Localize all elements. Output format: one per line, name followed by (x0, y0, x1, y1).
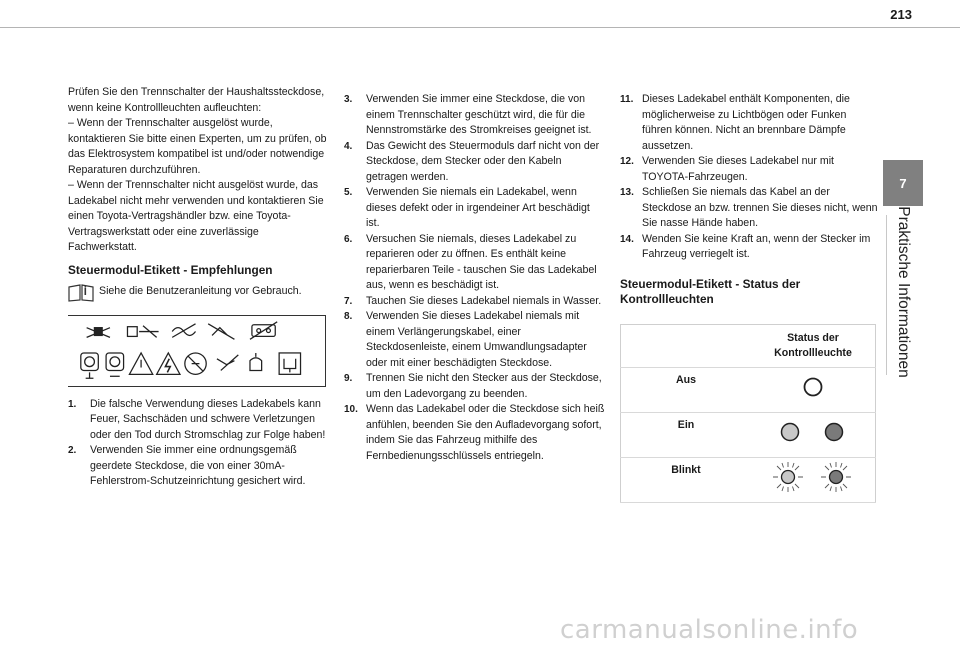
list-item (344, 92, 606, 139)
item-text: Versuchen Sie niemals, dieses Ladekabel zu reparieren oder zu öffnen. Es enthält keine reparierbaren Teile - tauschen Sie das Ladekabel aus, wenn es beschädigt ist. (366, 232, 597, 291)
lamp-cell-blink (751, 457, 876, 502)
list-item (344, 371, 606, 402)
rcd-socket-icon (106, 352, 124, 375)
electric-shock-icon (157, 352, 180, 373)
lamp-cell-off (751, 367, 876, 412)
item-number: 1. (68, 398, 77, 410)
lamp-on-icons (776, 420, 850, 444)
list-item (620, 92, 878, 154)
lamp-blink-icons (770, 460, 856, 494)
item-text: Verwenden Sie immer eine Steckdose, die von einem Trennschalter geschützt wird, die für die Nennstromstärke des Stromkreises geeignet ist. (366, 93, 592, 136)
item-text: Das Gewicht des Steuermoduls darf nicht von der Steckdose, dem Stecker oder den Kabeln getragen werden. (366, 139, 600, 183)
recommendations-list-2 (344, 92, 606, 464)
watermark: carmanualsonline.info (560, 615, 859, 645)
page-number: 213 (890, 7, 912, 22)
no-submerge-icon (208, 323, 234, 339)
item-text: Tauchen Sie dieses Ladekabel niemals in Wasser. (366, 294, 602, 307)
table-row (621, 367, 876, 412)
item-number: 3. (344, 94, 353, 105)
lamp-off-icon (801, 375, 825, 399)
item-number: 12. (620, 156, 634, 167)
status-label-on: Ein (621, 412, 752, 457)
hot-plug-icon (279, 352, 300, 373)
no-multi-socket-icon (250, 321, 277, 339)
item-number: 4. (344, 140, 353, 152)
item-text: Trennen Sie nicht den Stecker aus der Steckdose, um den Ladevorgang zu beenden. (366, 372, 602, 400)
no-extension-icon (87, 327, 110, 337)
read-manual-icon (68, 284, 94, 302)
item-number: 11. (620, 94, 634, 105)
manual-note-text: Siehe die Benutzeranleitung vor Gebrauch. (99, 284, 302, 297)
chapter-title-text: Praktische Informationen (895, 206, 912, 378)
intro-dash-item: – Wenn der Trennschalter nicht ausgelöst wurde, das Ladekabel nicht mehr verwenden und kontaktieren Sie einen Toyota-Vertragshändler bzw. eine Toyota-Vertragswerkstatt oder eine zuverlässige Fachwerkstatt. (68, 179, 324, 253)
list-item (344, 294, 606, 310)
list-item (344, 185, 606, 232)
earth-socket-icon (81, 352, 99, 377)
item-number: 10. (344, 404, 358, 415)
item-text: Schließen Sie niemals das Kabel an der Steckdose an bzw. trennen Sie dieses nicht, wenn Sie nasse Hände haben. (642, 186, 878, 229)
item-number: 14. (620, 233, 634, 245)
column-1 (68, 85, 328, 490)
item-number: 13. (620, 187, 634, 198)
pictogram-strip (68, 316, 325, 386)
lamp-cell-on (751, 412, 876, 457)
item-text: Verwenden Sie dieses Ladekabel nur mit TOYOTA-Fahrzeugen. (642, 155, 834, 183)
chapter-tab[interactable]: 7 (883, 160, 923, 206)
header-rule (0, 27, 960, 28)
lamp-blink-dark-icon (830, 470, 843, 483)
warning-pictograms (68, 315, 326, 387)
list-item (344, 309, 606, 371)
item-number: 6. (344, 233, 353, 245)
no-open-icon (185, 352, 206, 373)
intro-text (68, 85, 328, 256)
list-item (344, 139, 606, 186)
status-label-blink: Blinkt (621, 457, 752, 502)
item-number: 2. (68, 445, 77, 456)
item-text: Verwenden Sie niemals ein Ladekabel, wenn dieses defekt oder in irgendeiner Art beschädigt ist. (366, 186, 590, 229)
lamp-blink-light-icon (782, 470, 795, 483)
no-wet-hands-icon (250, 352, 262, 370)
list-item (68, 443, 328, 490)
lamp-on-dark-icon (826, 423, 843, 440)
item-text: Wenden Sie keine Kraft an, wenn der Stecker im Fahrzeug verriegelt ist. (642, 232, 871, 260)
list-item (620, 232, 878, 263)
status-table (620, 324, 876, 503)
section-heading-status: Steuermodul-Etikett - Status der Kontrollleuchten (620, 276, 801, 306)
lamp-on-light-icon (782, 423, 799, 440)
list-item (620, 154, 878, 185)
no-damaged-cable-icon (172, 323, 195, 337)
table-header-row (621, 324, 876, 367)
item-number: 7. (344, 295, 353, 307)
item-text: Verwenden Sie immer eine ordnungsgemäß geerdete Steckdose, die von einer 30mA-Fehlerstrom-Schutzeinrichtung gesichert wird. (90, 444, 306, 487)
item-text: Wenn das Ladekabel oder die Steckdose sich heiß anfühlen, beenden Sie den Aufladevorgang sofort, indem Sie das Fahrzeug mithilfe des Fernbedienungsschlüssels entriegeln. (366, 403, 605, 462)
manual-note (68, 284, 328, 302)
item-text: Dieses Ladekabel enthält Komponenten, die möglicherweise zu Lichtbögen oder Funken führen können. Nicht an brennbare Dämpfe aussetzen. (642, 93, 850, 152)
list-item (620, 185, 878, 232)
no-adapter-icon (127, 325, 158, 337)
intro-dash-item: – Wenn der Trennschalter ausgelöst wurde, kontaktieren Sie bitte einen Experten, um zu prüfen, ob das Elektrosystem kompatibel ist und/oder notwendige Reparaturen durchzuführen. (68, 117, 327, 176)
list-item (344, 232, 606, 294)
item-number: 8. (344, 311, 353, 322)
list-item (68, 397, 328, 444)
table-header-status: Status der Kontrollleuchte (751, 324, 876, 367)
item-text: Die falsche Verwendung dieses Ladekabels kann Feuer, Sachschäden und schwere Verletzungen oder den Tod durch Stromschlag zur Folge haben! (90, 397, 326, 441)
recommendations-list-1 (68, 397, 328, 490)
column-2 (344, 92, 606, 464)
item-number: 9. (344, 373, 353, 384)
column-3 (620, 92, 878, 503)
item-text: Verwenden Sie dieses Ladekabel niemals mit einem Verlängerungskabel, einer Steckdosenleiste, einem Umwandlungsadapter oder mit einer beschädigten Steckdose. (366, 310, 587, 369)
general-warning-icon (129, 352, 152, 373)
intro-paragraph: Prüfen Sie den Trennschalter der Haushaltssteckdose, wenn keine Kontrollleuchten aufleuchten: (68, 86, 325, 114)
no-pull-cable-icon (217, 354, 238, 370)
status-label-off: Aus (621, 367, 752, 412)
item-number: 5. (344, 187, 353, 198)
section-heading-recommendations: Steuermodul-Etikett - Empfehlungen (68, 262, 273, 277)
list-item (344, 402, 606, 464)
table-row (621, 457, 876, 502)
table-row (621, 412, 876, 457)
table-header-empty (621, 324, 752, 367)
recommendations-list-3 (620, 92, 878, 263)
